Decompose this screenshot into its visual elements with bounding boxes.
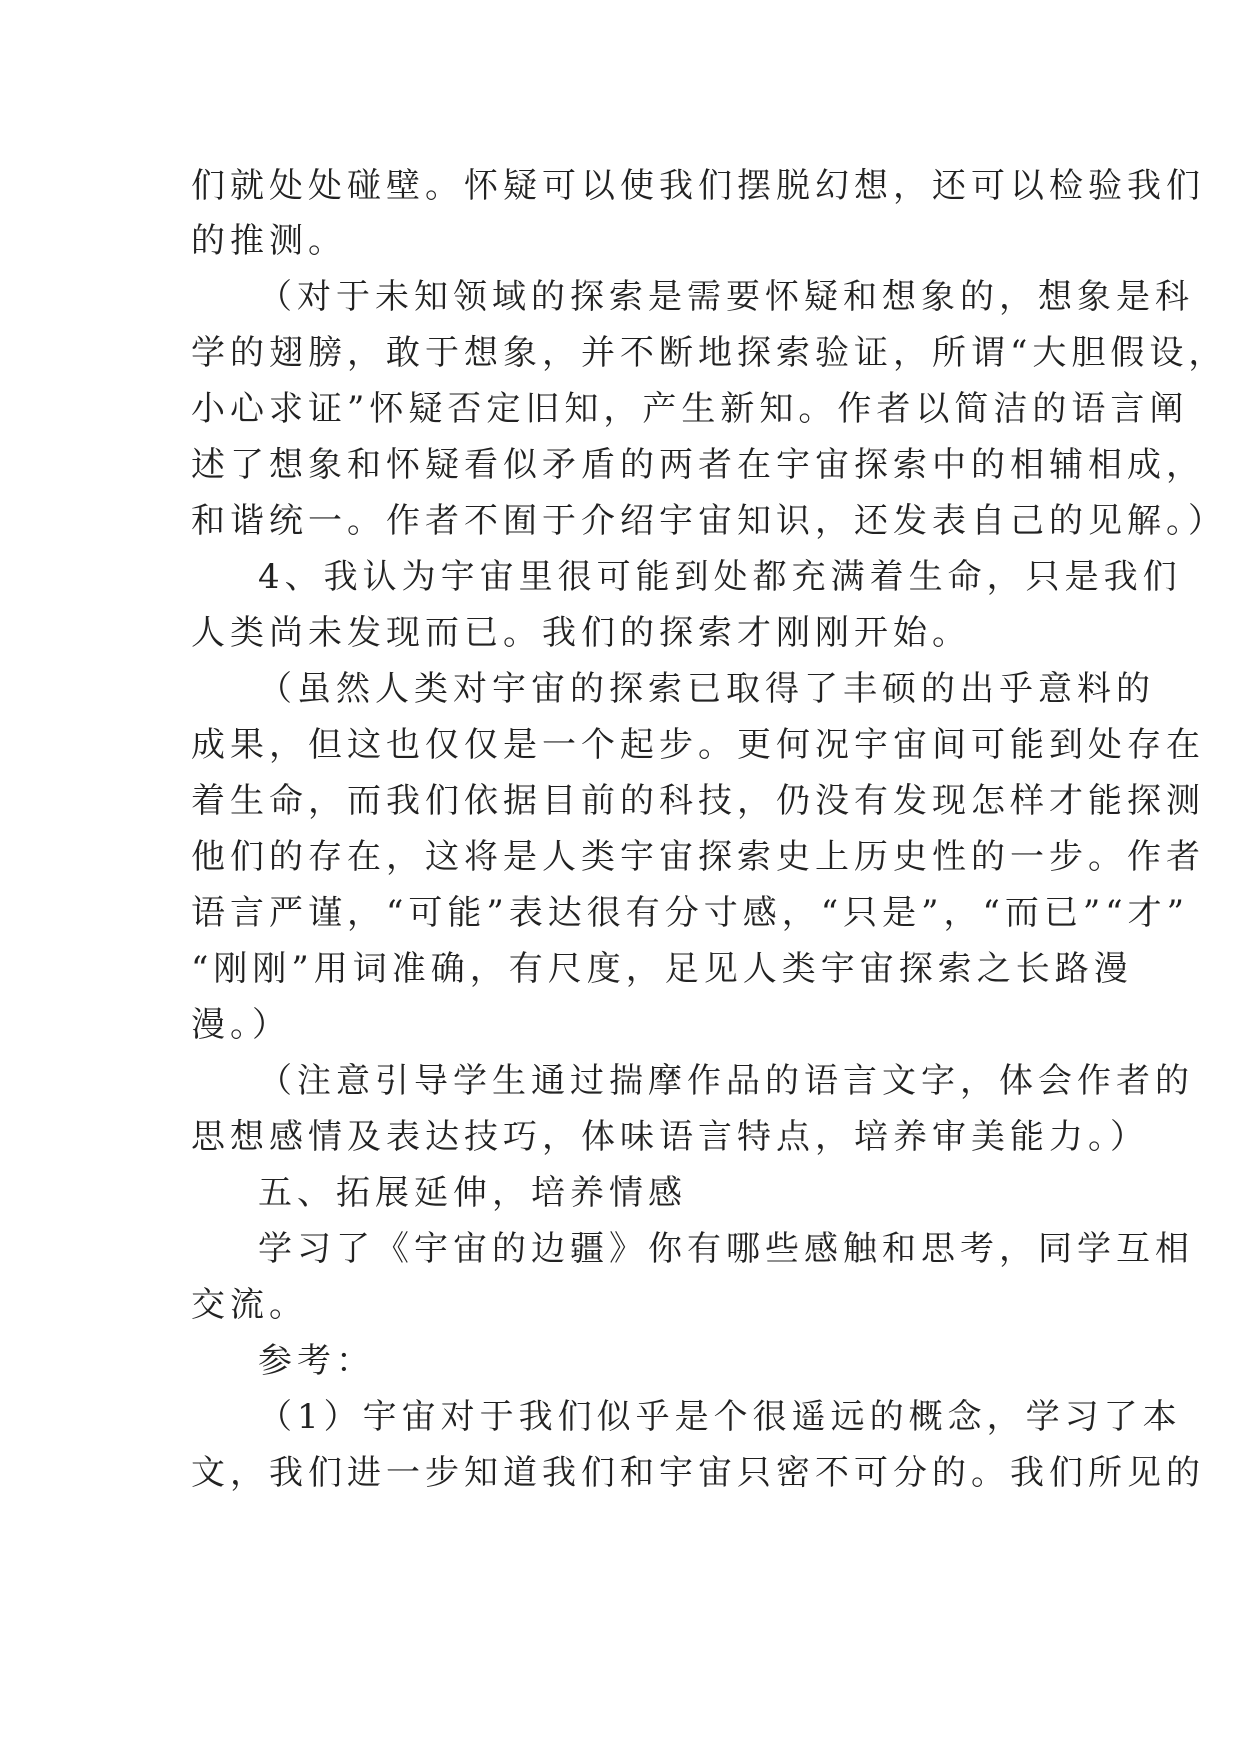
text-line: 语言严谨，“可能”表达很有分寸感，“只是”，“而已”“才”	[191, 893, 1190, 933]
text-line: 述了想象和怀疑看似矛盾的两者在宇宙探索中的相辅相成，	[191, 445, 1205, 485]
text-line: （虽然人类对宇宙的探索已取得了丰硕的出乎意料的	[258, 669, 1155, 709]
text-line: 学习了《宇宙的边疆》你有哪些感触和思考，同学互相	[258, 1229, 1194, 1269]
text-line: “刚刚”用词准确，有尺度，足见人类宇宙探索之长路漫	[191, 949, 1133, 989]
text-line: 成果，但这也仅仅是一个起步。更何况宇宙间可能到处存在	[191, 725, 1205, 765]
text-line: 的推测。	[191, 221, 347, 261]
text-line: （对于未知领域的探索是需要怀疑和想象的，想象是科	[258, 277, 1194, 317]
text-line: 思想感情及表达技巧，体味语言特点，培养审美能力。）	[191, 1117, 1149, 1157]
text-line: 4、我认为宇宙里很可能到处都充满着生命，只是我们	[258, 557, 1182, 597]
text-line: 人类尚未发现而已。我们的探索才刚刚开始。	[191, 613, 971, 653]
text-line: 交流。	[191, 1285, 308, 1325]
text-line: 漫。）	[191, 1005, 291, 1045]
text-line: 参考：	[258, 1341, 375, 1381]
text-line: （注意引导学生通过揣摩作品的语言文字，体会作者的	[258, 1061, 1194, 1101]
text-line: 着生命，而我们依据目前的科技，仍没有发现怎样才能探测	[191, 781, 1205, 821]
text-line: 们就处处碰壁。怀疑可以使我们摆脱幻想，还可以检验我们	[191, 166, 1205, 206]
text-line: 学的翅膀，敢于想象，并不断地探索验证，所谓“大胆假设，	[191, 333, 1228, 373]
text-line: 他们的存在，这将是人类宇宙探索史上历史性的一步。作者	[191, 837, 1205, 877]
text-line: （1）宇宙对于我们似乎是个很遥远的概念，学习了本	[258, 1397, 1182, 1437]
text-line: 小心求证”怀疑否定旧知，产生新知。作者以简洁的语言阐	[191, 389, 1189, 429]
section-heading: 五、拓展延伸，培养情感	[258, 1173, 687, 1213]
text-line: 文，我们进一步知道我们和宇宙只密不可分的。我们所见的	[191, 1453, 1205, 1493]
text-line: 和谐统一。作者不囿于介绍宇宙知识，还发表自己的见解。）	[191, 501, 1227, 541]
